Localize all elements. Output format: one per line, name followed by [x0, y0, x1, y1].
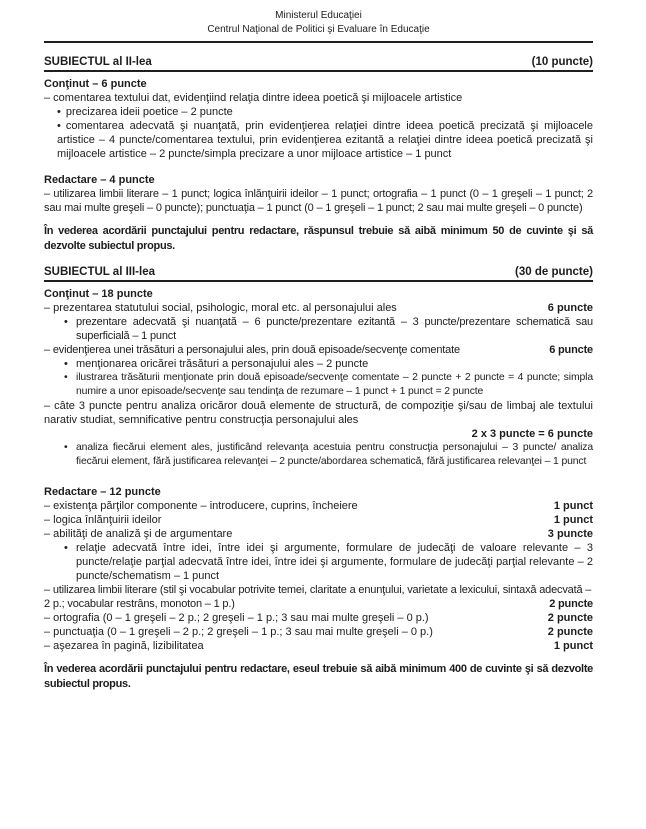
points-value: 6 puncte	[545, 343, 593, 357]
criterion-bullet	[44, 105, 593, 119]
criterion-line	[44, 301, 593, 315]
criterion-line: – câte 3 puncte pentru analiza oricăror două elemente de structură, de compoziţie şi/sau de limbaj ale textului narativ studiat, semnificative pentru construcţia personajului ales	[44, 400, 593, 426]
bullet-text: precizarea ideii poetice – 2 puncte	[65, 106, 233, 118]
criterion-text: – aşezarea în pagină, lizibilitatea	[44, 640, 204, 652]
criterion-bullet	[44, 441, 593, 469]
criterion-text: – logica înlănţuirii ideilor	[44, 514, 162, 526]
minimum-words-note: În vederea acordării punctajului pentru redactare, eseul trebuie să aibă minimum 400 de cuvinte şi să dezvolte subiectul propus.	[44, 663, 593, 690]
score-formula: 2 x 3 puncte = 6 puncte	[471, 428, 593, 440]
points-value: 2 puncte	[545, 597, 593, 611]
criterion-text: – prezentarea statutului social, psihologic, moral etc. al personajului ales	[44, 302, 397, 314]
section3-points: (30 de puncte)	[515, 266, 593, 278]
criterion-bullet	[44, 541, 593, 583]
criterion-line	[44, 499, 593, 513]
criterion-line	[44, 513, 593, 527]
section2-title: SUBIECTUL al II-lea	[44, 56, 152, 68]
criterion-line	[44, 91, 593, 105]
bullet-text: analiza fiecărui element ales, justificând relevanţa acestuia pentru construcţia personajului – 3 puncte/ analiza fiecărui element, fără justificarea relevanţei – 2 puncte/abordarea schematică, fără justificarea relevanţei – 1 punct	[76, 442, 593, 467]
criterion-line	[44, 583, 593, 611]
criterion-bullet	[44, 315, 593, 343]
points-value: 1 punct	[550, 499, 593, 513]
section2-points: (10 puncte)	[531, 56, 593, 68]
criterion-text: – ortografia (0 – 1 greşeli – 2 p.; 2 greşeli – 1 p.; 3 sau mai multe greşeli – 0 p.)	[44, 612, 429, 624]
criterion-text: – utilizarea limbii literare (stil şi vocabular potrivite temei, claritate a enunţului, varietate a lexicului, sintaxă adecvată – 2 p.; vocabular restrâns, monoton – 1 p.)	[44, 584, 592, 610]
bullet-icon: •	[64, 316, 68, 328]
criterion-line	[44, 611, 593, 625]
section3-heading	[44, 265, 593, 282]
points-value: 2 puncte	[544, 611, 593, 625]
criterion-line	[44, 343, 593, 357]
bullet-text: ilustrarea trăsăturii menţionate prin două episoade/secvenţe comentate – 2 puncte + 2 puncte = 4 puncte; simpla numire a unor episoade/secvenţe sau tendinţa de rezumare – 1 punct + 1 punct = 2 puncte	[76, 372, 593, 397]
institution-name: Centrul Naţional de Politici şi Evaluare în Educaţie	[207, 24, 430, 35]
document-header	[44, 9, 593, 43]
points-value: 1 punct	[550, 639, 593, 653]
criterion-line	[44, 639, 593, 653]
section2-heading	[44, 55, 593, 72]
criterion-text: – punctuaţia (0 – 1 greşeli – 2 p.; 2 greşeli – 1 p.; 3 sau mai multe greşeli – 0 p.)	[44, 626, 433, 638]
bullet-text: comentarea adecvată şi nuanţată, prin evidenţierea relaţiei dintre ideea poetică precizată şi mijloacele artistice – 4 puncte/comentarea textului, prin evidenţierea ezitantă a relaţiei dintre ideea poetică precizată şi mijloacele artistice – 2 puncte/simpla precizare a unor mijloace artistice – 1 punct	[57, 120, 593, 160]
criterion-text: – evidenţierea unei trăsături a personajului ales, prin două episoade/secvenţe comentate	[44, 344, 460, 356]
minimum-words-note: În vederea acordării punctajului pentru redactare, răspunsul trebuie să aibă minimum 50 de cuvinte şi să dezvolte subiectul propus.	[44, 225, 593, 252]
criterion-text: – comentarea textului dat, evidenţiind relaţia dintre ideea poetică şi mijloacele artistice	[44, 92, 463, 104]
criterion-bullet	[44, 371, 593, 399]
section2-redactare-heading: Redactare – 4 puncte	[44, 174, 155, 186]
bullet-text: prezentare adecvată şi nuanţată – 6 puncte/prezentare ezitantă – 3 puncte/prezentare schematică sau superficială – 1 punct	[76, 316, 593, 342]
criterion-text: – existenţa părţilor componente – introducere, cuprins, încheiere	[44, 500, 358, 512]
redactare-criteria: – utilizarea limbii literare – 1 punct; logica înlănţuirii ideilor – 1 punct; ortografia – 1 punct (0 – 1 greşeli – 1 punct; 2 sau mai multe greşeli – 0 puncte); punctuaţia – 1 punct (0 – 1 greşeli – 1 punct; 2 sau mai multe greşeli – 0 puncte)	[44, 188, 593, 214]
section3-redactare-heading: Redactare – 12 puncte	[44, 486, 161, 498]
ministry-name: Ministerul Educaţiei	[275, 10, 362, 21]
bullet-icon: •	[64, 542, 68, 554]
bullet-icon: •	[64, 358, 68, 370]
bullet-text: relaţie adecvată între idei, între idei şi argumente, formulare de judecăţi de valoare relevante – 3 puncte/relaţie parţial adecvată între idei, între idei şi argumente, formulare de judecăţi parţial relevante – 2 puncte/schematism – 1 punct	[76, 542, 593, 582]
bullet-text: menţionarea oricărei trăsături a personajului ales – 2 puncte	[76, 358, 369, 370]
bullet-icon: •	[57, 120, 61, 132]
points-value: 2 puncte	[544, 625, 593, 639]
points-value: 6 puncte	[544, 301, 593, 315]
points-value: 1 punct	[550, 513, 593, 527]
bullet-icon: •	[64, 372, 68, 383]
criterion-line	[44, 625, 593, 639]
bullet-icon: •	[64, 442, 68, 453]
criterion-text: – abilităţi de analiză şi de argumentare	[44, 528, 233, 540]
criterion-bullet	[44, 119, 593, 161]
criterion-line	[44, 527, 593, 541]
section2-content-heading: Conţinut – 6 puncte	[44, 78, 147, 90]
section3-content-heading: Conţinut – 18 puncte	[44, 288, 153, 300]
criterion-bullet	[44, 357, 593, 371]
points-value: 3 puncte	[544, 527, 593, 541]
bullet-icon: •	[57, 106, 61, 118]
section3-title: SUBIECTUL al III-lea	[44, 266, 155, 278]
